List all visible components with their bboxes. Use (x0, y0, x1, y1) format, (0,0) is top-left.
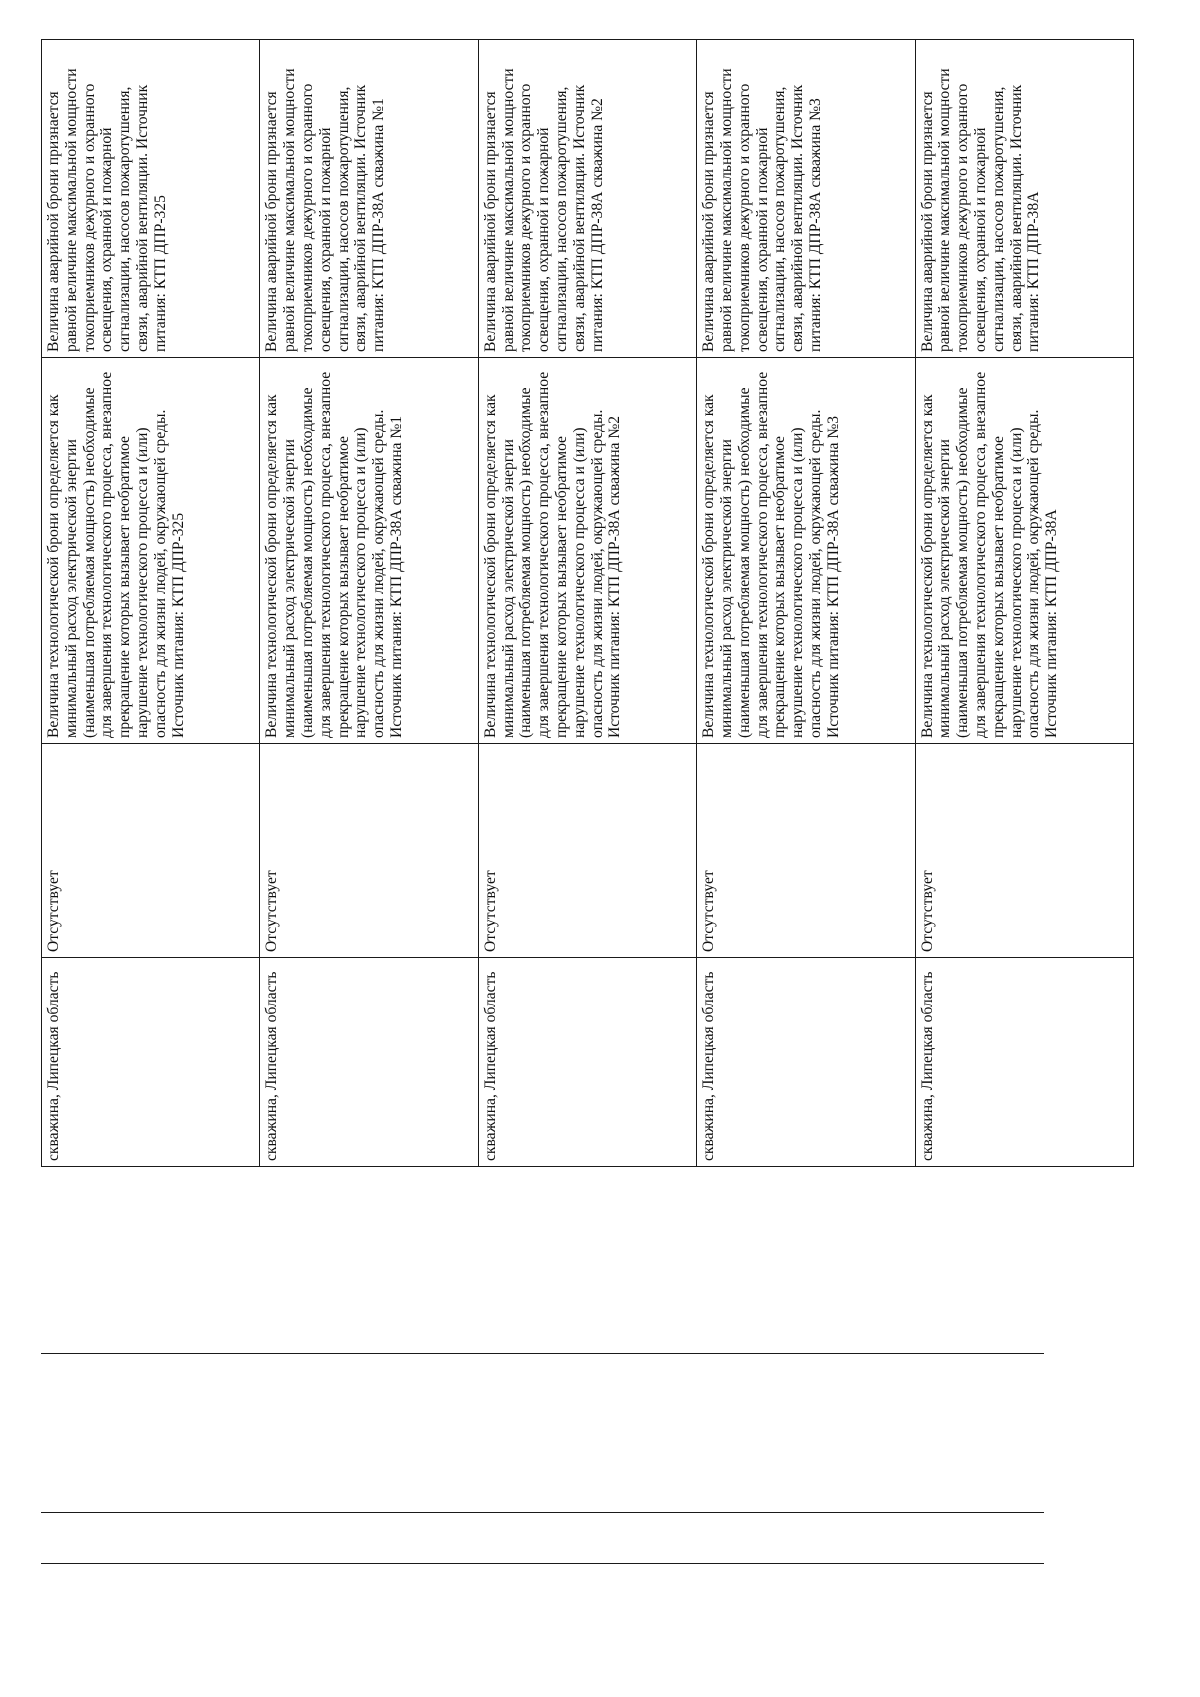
emergency-reserve-cell: Величина аварийной брони признается равной величине максимальной мощности токоприемников дежурного и охранного освещения, охранной и пожарной сигнализации, насосов пожаротушения, связи, аварийной вентиляции. Источник питания: КТП ДПР-38А скважина №3 (697, 40, 915, 358)
rotated-page (41, 40, 1164, 1161)
location-cell: скважина, Липецкая область (478, 958, 696, 1167)
reserve-table (41, 39, 1134, 1167)
location-cell: скважина, Липецкая область (697, 958, 915, 1167)
landscape-table-container (41, 40, 1134, 1167)
tech-reserve-cell: Величина технологической брони определяется как минимальный расход электрической энергии (наименьшая потребляемая мощность) необходимые для завершения технологического процесса, внезапное прекращение которых вызывает необратимое нарушение технологического процесса и (или) опасность для жизни людей, окружающей среды. Источник питания: КТП ДПР-38А скважина №2 (478, 358, 696, 744)
emergency-reserve-cell: Величина аварийной брони признается равной величине максимальной мощности токоприемников дежурного и охранного освещения, охранной и пожарной сигнализации, насосов пожаротушения, связи, аварийной вентиляции. Источник питания: КТП ДПР-325 (42, 40, 260, 358)
tech-reserve-cell: Величина технологической брони определяется как минимальный расход электрической энергии (наименьшая потребляемая мощность) необходимые для завершения технологического процесса, внезапное прекращение которых вызывает необратимое нарушение технологического процесса и (или) опасность для жизни людей, окружающей среды. Источник питания: КТП ДПР-38А (915, 358, 1133, 744)
emergency-reserve-cell: Величина аварийной брони признается равной величине максимальной мощности токоприемников дежурного и охранного освещения, охранной и пожарной сигнализации, насосов пожаротушения, связи, аварийной вентиляции. Источник питания: КТП ДПР-38А (915, 40, 1133, 358)
status-cell: Отсутствует (478, 744, 696, 958)
table-row (260, 40, 478, 1167)
status-cell: Отсутствует (42, 744, 260, 958)
tech-reserve-cell: Величина технологической брони определяется как минимальный расход электрической энергии (наименьшая потребляемая мощность) необходимые для завершения технологического процесса, внезапное прекращение которых вызывает необратимое нарушение технологического процесса и (или) опасность для жизни людей, окружающей среды. Источник питания: КТП ДПР-38А скважина №1 (260, 358, 478, 744)
location-cell: скважина, Липецкая область (260, 958, 478, 1167)
location-cell: скважина, Липецкая область (42, 958, 260, 1167)
rule-line-2 (41, 1512, 1044, 1513)
emergency-reserve-cell: Величина аварийной брони признается равной величине максимальной мощности токоприемников дежурного и охранного освещения, охранной и пожарной сигнализации, насосов пожаротушения, связи, аварийной вентиляции. Источник питания: КТП ДПР-38А скважина №2 (478, 40, 696, 358)
rule-line-1 (41, 1353, 1044, 1354)
table-row (915, 40, 1133, 1167)
tech-reserve-cell: Величина технологической брони определяется как минимальный расход электрической энергии (наименьшая потребляемая мощность) необходимые для завершения технологического процесса, внезапное прекращение которых вызывает необратимое нарушение технологического процесса и (или) опасность для жизни людей, окружающей среды. Источник питания: КТП ДПР-325 (42, 358, 260, 744)
rule-line-3 (41, 1563, 1044, 1564)
table-row (478, 40, 696, 1167)
emergency-reserve-cell: Величина аварийной брони признается равной величине максимальной мощности токоприемников дежурного и охранного освещения, охранной и пожарной сигнализации, насосов пожаротушения, связи, аварийной вентиляции. Источник питания: КТП ДПР-38А скважина №1 (260, 40, 478, 358)
tech-reserve-cell: Величина технологической брони определяется как минимальный расход электрической энергии (наименьшая потребляемая мощность) необходимые для завершения технологического процесса, внезапное прекращение которых вызывает необратимое нарушение технологического процесса и (или) опасность для жизни людей, окружающей среды. Источник питания: КТП ДПР-38А скважина №3 (697, 358, 915, 744)
status-cell: Отсутствует (915, 744, 1133, 958)
table-row (697, 40, 915, 1167)
location-cell: скважина, Липецкая область (915, 958, 1133, 1167)
status-cell: Отсутствует (260, 744, 478, 958)
table-row (42, 40, 260, 1167)
status-cell: Отсутствует (697, 744, 915, 958)
